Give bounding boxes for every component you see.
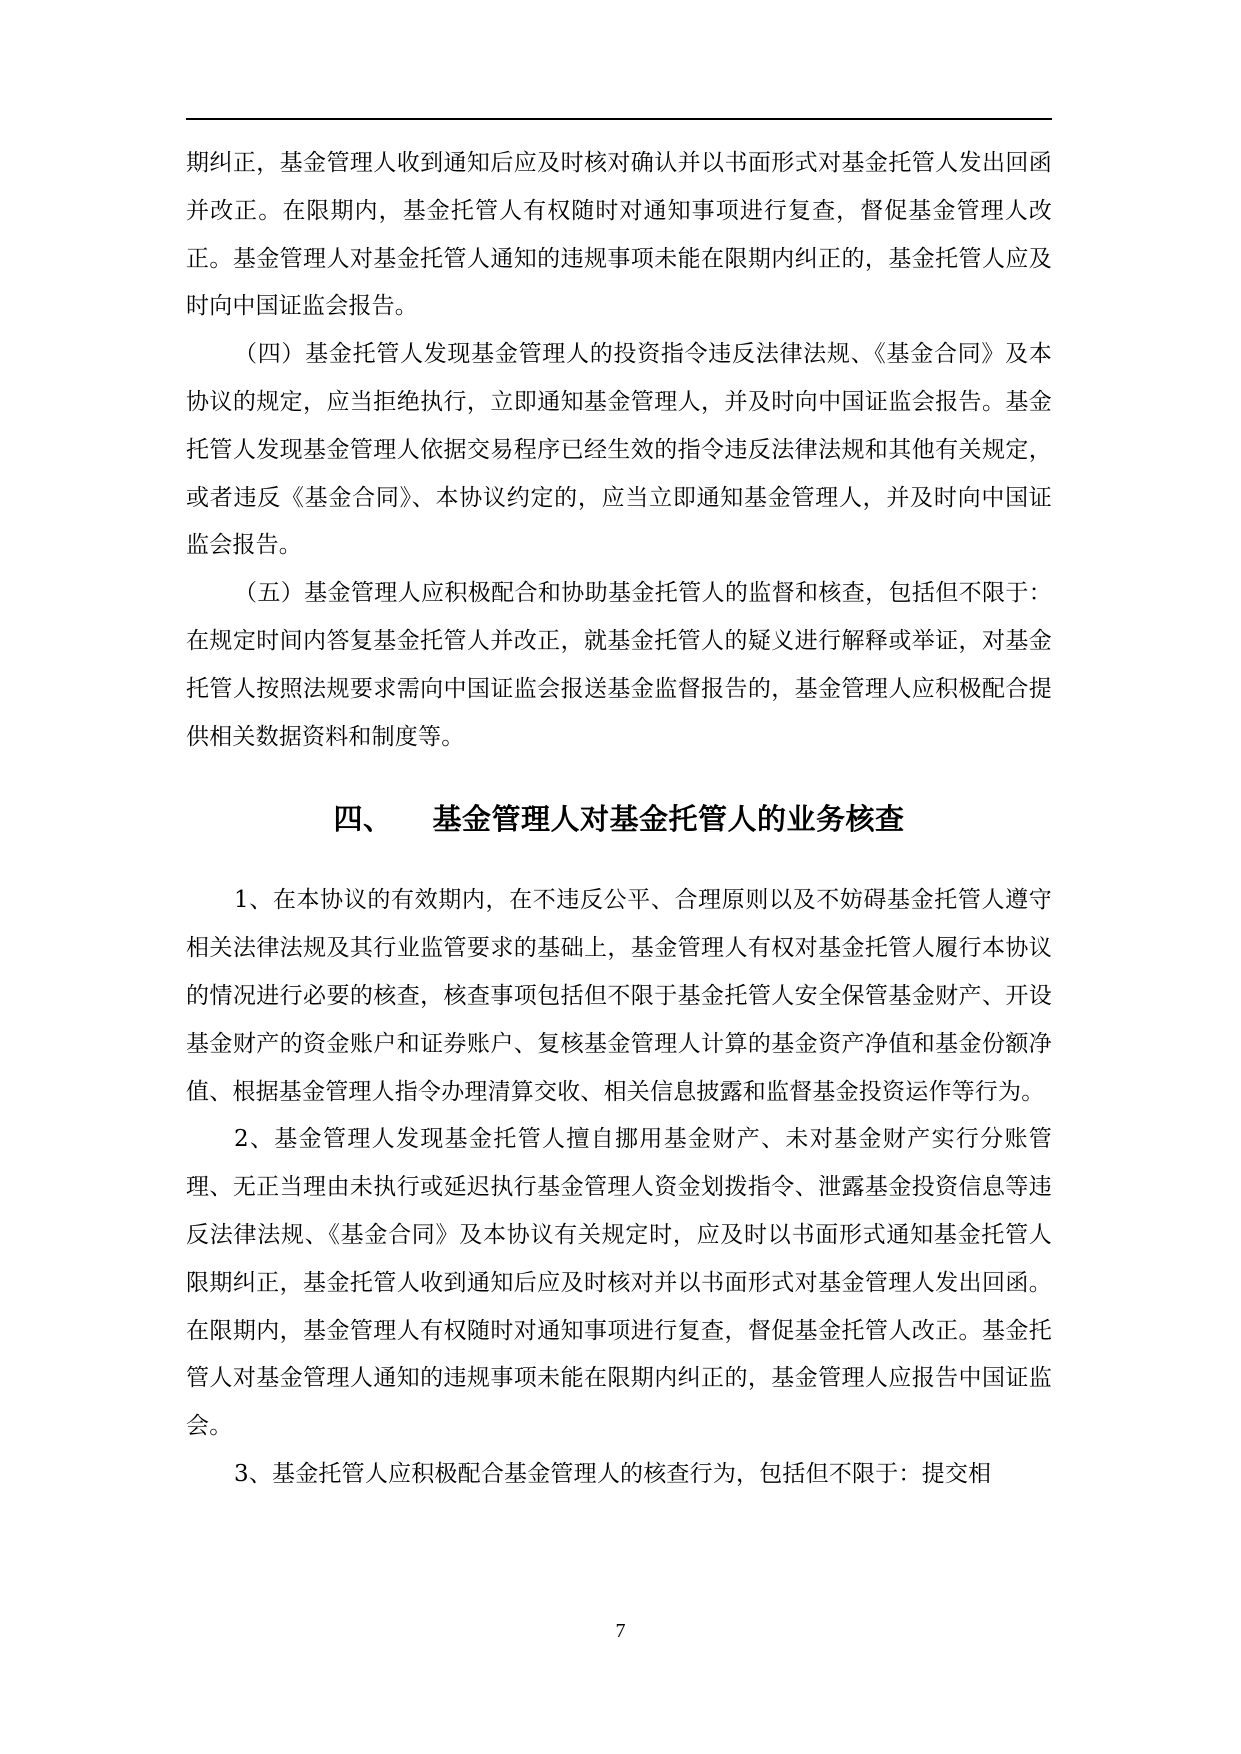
section-number: 四、 <box>333 802 393 837</box>
paragraph-continuation: 期纠正，基金管理人收到通知后应及时核对确认并以书面形式对基金托管人发出回函并改正。在限期内，基金托管人有权随时对通知事项进行复查，督促基金管理人改正。基金管理人对基金托管人通知的违规事项未能在限期内纠正的，基金托管人应及时向中国证监会报告。 <box>186 150 1052 320</box>
page-number: 7 <box>615 1620 626 1642</box>
paragraph-clause-4: （四）基金托管人发现基金管理人的投资指令违反法律法规、《基金合同》及本协议的规定，应当拒绝执行，立即通知基金管理人，并及时向中国证监会报告。基金托管人发现基金管理人依据交易程序已经生效的指令违反法律法规和其他有关规定，或者违反《基金合同》、本协议约定的，应当立即通知基金管理人，并及时向中国证监会报告。 <box>186 341 1052 559</box>
document-body <box>186 140 1052 1499</box>
paragraph-item-1: 1、在本协议的有效期内，在不违反公平、合理原则以及不妨碍基金托管人遵守相关法律法规及其行业监管要求的基础上，基金管理人有权对基金托管人履行本协议的情况进行必要的核查，核查事项包括但不限于基金托管人安全保管基金财产、开设基金财产的资金账户和证券账户、复核基金管理人计算的基金资产净值和基金份额净值、根据基金管理人指令办理清算交收、相关信息披露和监督基金投资运作等行为。 <box>186 887 1052 1105</box>
paragraph-item-3: 3、基金托管人应积极配合基金管理人的核查行为，包括但不限于：提交相 <box>234 1460 992 1487</box>
paragraph-clause-5: （五）基金管理人应积极配合和协助基金托管人的监督和核查，包括但不限于：在规定时间内答复基金托管人并改正，就基金托管人的疑义进行解释或举证，对基金托管人按照法规要求需向中国证监会报送基金监督报告的，基金管理人应积极配合提供相关数据资料和制度等。 <box>186 580 1052 750</box>
section-heading <box>186 761 1052 877</box>
section-title: 基金管理人对基金托管人的业务核查 <box>432 802 905 837</box>
paragraph-item-2: 2、基金管理人发现基金托管人擅自挪用基金财产、未对基金财产实行分账管理、无正当理由未执行或延迟执行基金管理人资金划拨指令、泄露基金投资信息等违反法律法规、《基金合同》及本协议有关规定时，应及时以书面形式通知基金托管人限期纠正，基金托管人收到通知后应及时核对并以书面形式对基金管理人发出回函。在限期内，基金管理人有权随时对通知事项进行复查，督促基金托管人改正。基金托管人对基金管理人通知的违规事项未能在限期内纠正的，基金管理人应报告中国证监会。 <box>186 1126 1052 1440</box>
header-rule <box>186 118 1052 120</box>
